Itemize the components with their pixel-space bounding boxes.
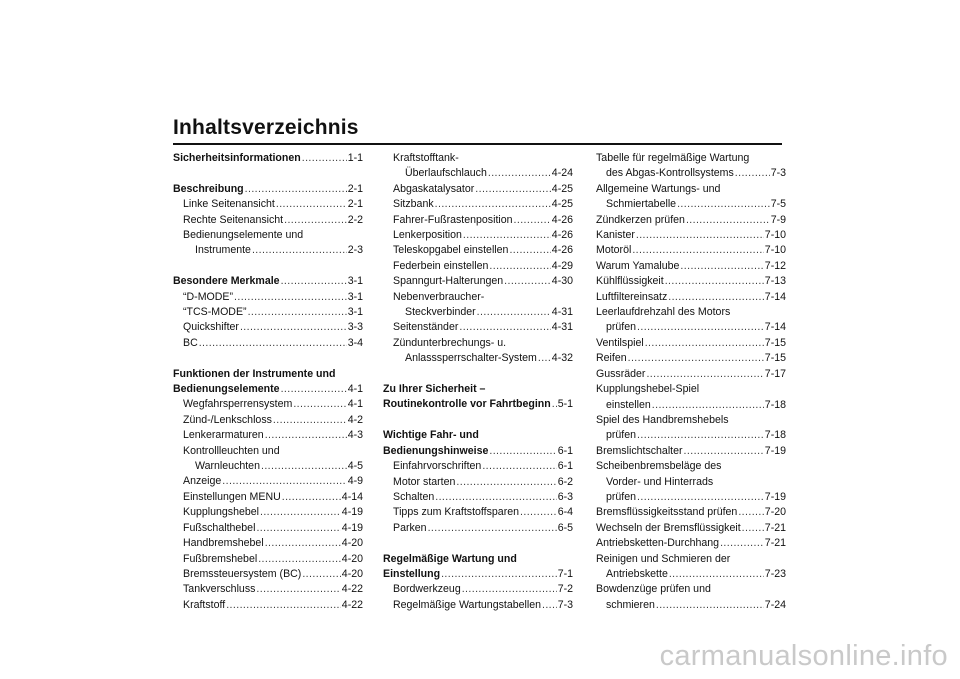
toc-entry-title: “TCS-MODE” <box>183 306 247 319</box>
toc-page-number: 4-1 <box>347 383 363 396</box>
toc-entry-title: Tipps zum Kraftstoffsparen <box>393 506 520 519</box>
toc-entry-title: Antriebskette <box>606 567 668 580</box>
dot-leader <box>637 320 764 335</box>
toc-entry-title: Wegfahrsperrensystem <box>183 398 293 411</box>
toc-entry-title: Instrumente <box>195 244 251 257</box>
toc-entry-label: Bedienungselemente und <box>183 229 304 242</box>
dot-leader <box>686 213 770 228</box>
dot-leader <box>265 536 341 551</box>
toc-section-entry[interactable] <box>173 274 363 289</box>
dot-leader <box>248 305 347 320</box>
toc-page-number: 3-1 <box>347 275 363 288</box>
dot-leader <box>282 490 341 505</box>
toc-entry-title: Anlasssperrschalter-System <box>405 352 537 365</box>
dot-leader <box>435 490 556 505</box>
toc-entry-title: Gussräder <box>596 367 646 380</box>
toc-spacer <box>383 413 573 428</box>
watermark: carmanualsonline.info <box>659 640 948 672</box>
toc-page-number: 7-21 <box>764 537 786 550</box>
dot-leader <box>284 213 347 228</box>
toc-page-number: 3-1 <box>347 306 363 319</box>
toc-entry-title: Kraftstoff <box>183 598 226 611</box>
toc-page-number: 4-24 <box>551 167 573 180</box>
toc-entry[interactable] <box>173 243 363 258</box>
toc-page-number: 2-2 <box>347 213 363 226</box>
toc-entry[interactable] <box>173 567 363 582</box>
dot-leader <box>628 351 764 366</box>
dot-leader <box>302 567 340 582</box>
toc-page-number: 5-1 <box>557 398 573 411</box>
toc-entry-title: Reifen <box>596 352 627 365</box>
toc-entry-label: Allgemeine Wartungs- und <box>596 182 721 195</box>
dot-leader <box>677 197 770 212</box>
toc-entry[interactable] <box>173 459 363 474</box>
toc-page-number: 7-2 <box>557 583 573 596</box>
toc-entry-title: Quickshifter <box>183 321 239 334</box>
toc-entry[interactable] <box>596 428 786 443</box>
dot-leader <box>463 228 551 243</box>
toc-entry[interactable] <box>383 182 573 197</box>
toc-entry[interactable] <box>383 228 573 243</box>
dot-leader <box>456 475 556 490</box>
dot-leader <box>552 397 557 412</box>
toc-entry-title: Regelmäßige Wartungstabellen <box>393 598 541 611</box>
toc-column-3 <box>596 151 786 613</box>
toc-page-number: 7-12 <box>764 259 786 272</box>
toc-page-number: 7-24 <box>764 598 786 611</box>
toc-entry-title: Kühlflüssigkeit <box>596 275 664 288</box>
toc-column-1 <box>173 151 363 613</box>
toc-page-number: 4-20 <box>341 537 363 550</box>
toc-entry-title: prüfen <box>606 490 637 503</box>
toc-entry-title: Ventilspiel <box>596 336 644 349</box>
toc-entry-label: Spiel des Handbremshebels <box>596 413 729 426</box>
toc-page-number: 7-13 <box>764 275 786 288</box>
toc-entry-title: Linke Seitenansicht <box>183 198 275 211</box>
toc-entry[interactable] <box>173 428 363 443</box>
toc-entry[interactable] <box>383 475 573 490</box>
toc-entry-title: Handbremshebel <box>183 537 264 550</box>
toc-entry-title: Wechseln der Bremsflüssigkeit <box>596 521 741 534</box>
toc-page-number: 7-15 <box>764 352 786 365</box>
toc-entry-title: Schalten <box>393 490 435 503</box>
toc-entry-title: BC <box>183 336 198 349</box>
toc-entry-title: Beschreibung <box>173 182 244 195</box>
dot-leader <box>742 521 764 536</box>
title-rule <box>173 143 782 145</box>
toc-entry-title: Federbein einstellen <box>393 259 489 272</box>
toc-page-number: 4-3 <box>347 429 363 442</box>
toc-page-number: 6-1 <box>557 444 573 457</box>
toc-page-number: 6-2 <box>557 475 573 488</box>
dot-leader <box>273 413 347 428</box>
dot-leader <box>542 598 557 613</box>
toc-entry-title: Warum Yamalube <box>596 259 680 272</box>
toc-entry-title: Kanister <box>596 229 635 242</box>
toc-entry[interactable] <box>596 398 786 413</box>
toc-page-number: 4-32 <box>551 352 573 365</box>
toc-page-number: 4-26 <box>551 244 573 257</box>
toc-page-number: 6-4 <box>557 506 573 519</box>
toc-entry[interactable] <box>173 320 363 335</box>
dot-leader <box>302 151 347 166</box>
dot-leader <box>240 320 347 335</box>
toc-entry[interactable] <box>383 166 573 181</box>
toc-entry-title: Besondere Merkmale <box>173 275 280 288</box>
toc-entry-title: einstellen <box>606 398 651 411</box>
toc-entry[interactable] <box>383 598 573 613</box>
toc-entry[interactable] <box>173 536 363 551</box>
toc-page-number: 4-1 <box>347 398 363 411</box>
dot-leader <box>680 259 763 274</box>
toc-page-number: 4-22 <box>341 583 363 596</box>
toc-entry-label: Bowdenzüge prüfen und <box>596 583 711 596</box>
dot-leader <box>684 444 764 459</box>
toc-entry-title: des Abgas-Kontrollsystems <box>606 167 734 180</box>
toc-page-number: 6-5 <box>557 521 573 534</box>
toc-section-heading: Wichtige Fahr- und <box>383 429 479 442</box>
toc-entry-title: Fußbremshebel <box>183 552 258 565</box>
toc-entry[interactable] <box>383 582 573 597</box>
toc-entry-title: Einstellungen MENU <box>183 490 281 503</box>
dot-leader <box>281 274 347 289</box>
toc-page-number: 7-3 <box>557 598 573 611</box>
toc-entry-title: Fahrer-Fußrastenposition <box>393 213 513 226</box>
dot-leader <box>738 505 763 520</box>
dot-leader <box>199 336 347 351</box>
toc-entry-title: Teleskopgabel einstellen <box>393 244 509 257</box>
toc-entry-title: Einstellung <box>383 567 441 580</box>
toc-entry[interactable] <box>596 228 786 243</box>
toc-entry[interactable] <box>173 197 363 212</box>
toc-entry-title: Antriebsketten-Durchhang <box>596 537 720 550</box>
toc-page-number: 4-25 <box>551 182 573 195</box>
toc-entry[interactable] <box>596 166 786 181</box>
toc-page-number: 7-21 <box>764 521 786 534</box>
page-title: Inhaltsverzeichnis <box>173 116 359 139</box>
toc-entry[interactable] <box>383 490 573 505</box>
toc-page-number: 4-22 <box>341 598 363 611</box>
toc-entry-label: Nebenverbraucher- <box>393 290 485 303</box>
toc-entry-title: “D-MODE” <box>183 290 234 303</box>
toc-entry[interactable] <box>596 536 786 551</box>
toc-entry[interactable] <box>173 598 363 613</box>
toc-entry-title: Sicherheitsinformationen <box>173 152 301 164</box>
toc-entry[interactable] <box>383 197 573 212</box>
dot-leader <box>636 228 764 243</box>
toc-entry-title: Fußschalthebel <box>183 521 256 534</box>
toc-entry[interactable] <box>383 521 573 536</box>
dot-leader <box>435 197 551 212</box>
toc-entry-title: prüfen <box>606 429 637 442</box>
toc-page-number: 2-1 <box>347 198 363 211</box>
dot-leader <box>293 397 346 412</box>
toc-entry[interactable] <box>596 243 786 258</box>
toc-entry-label: Vorder- und Hinterrads <box>606 475 714 488</box>
toc-page-number: 2-1 <box>347 182 363 195</box>
toc-page-number: 7-9 <box>770 213 786 226</box>
toc-page-number: 4-30 <box>551 275 573 288</box>
toc-entry[interactable] <box>596 274 786 289</box>
dot-leader <box>256 582 340 597</box>
toc-entry[interactable] <box>596 213 786 228</box>
dot-leader <box>482 459 556 474</box>
toc-page-number: 7-23 <box>764 567 786 580</box>
toc-section-entry[interactable] <box>173 182 363 197</box>
toc-page-number: 4-5 <box>347 460 363 473</box>
toc-section-entry[interactable] <box>173 382 363 397</box>
toc-page-number: 4-25 <box>551 198 573 211</box>
dot-leader <box>735 166 770 181</box>
dot-leader <box>504 274 551 289</box>
toc-section-entry[interactable] <box>383 397 573 412</box>
dot-leader <box>637 428 764 443</box>
dot-leader <box>256 521 340 536</box>
toc-entry-title: Tankverschluss <box>183 583 256 596</box>
toc-page-number: 4-2 <box>347 413 363 426</box>
toc-entry[interactable] <box>596 259 786 274</box>
toc-entry[interactable] <box>173 474 363 489</box>
toc-entry-label: Kraftstofftank- <box>393 152 459 164</box>
dot-leader <box>488 166 551 181</box>
toc-entry-title: Zündkerzen prüfen <box>596 213 685 226</box>
dot-leader <box>656 598 764 613</box>
toc-entry[interactable] <box>383 305 573 320</box>
toc-entry-title: Kupplungshebel <box>183 506 259 519</box>
dot-leader <box>428 521 557 536</box>
toc-page-number: 7-10 <box>764 244 786 257</box>
dot-leader <box>668 290 764 305</box>
toc-section-heading: Funktionen der Instrumente und <box>173 367 336 380</box>
toc-section-entry[interactable] <box>173 151 363 166</box>
dot-leader <box>234 290 347 305</box>
toc-entry-title: Bordwerkzeug <box>393 583 461 596</box>
toc-page-number: 7-3 <box>770 167 786 180</box>
toc-spacer <box>383 367 573 382</box>
dot-leader <box>226 598 341 613</box>
toc-section-heading: Zu Ihrer Sicherheit – <box>383 383 486 396</box>
toc-page-number: 7-15 <box>764 336 786 349</box>
toc-entry[interactable] <box>596 598 786 613</box>
toc-page-number: 4-26 <box>551 229 573 242</box>
dot-leader <box>652 398 764 413</box>
toc-entry-title: Steckverbinder <box>405 306 476 319</box>
toc-entry-title: schmieren <box>606 598 655 611</box>
dot-leader <box>637 490 764 505</box>
dot-leader <box>520 505 557 520</box>
dot-leader <box>281 382 347 397</box>
toc-page-number: 1-1 <box>347 152 363 164</box>
toc-entry-label: Tabelle für regelmäßige Wartung <box>596 152 750 164</box>
toc-entry[interactable] <box>173 290 363 305</box>
dot-leader <box>720 536 764 551</box>
toc-page-number: 7-1 <box>557 567 573 580</box>
toc-entry[interactable] <box>383 274 573 289</box>
toc-page-number: 3-1 <box>347 290 363 303</box>
toc-entry-title: Warnleuchten <box>195 460 260 473</box>
toc-page-number: 4-26 <box>551 213 573 226</box>
toc-entry-title: Einfahrvorschriften <box>393 460 482 473</box>
toc-entry[interactable] <box>173 505 363 520</box>
toc-entry-title: Seitenständer <box>393 321 459 334</box>
toc-spacer <box>173 166 363 181</box>
toc-page-number: 4-19 <box>341 506 363 519</box>
dot-leader <box>276 197 347 212</box>
toc-entry-title: Sitzbank <box>393 198 434 211</box>
toc-entry[interactable] <box>173 305 363 320</box>
dot-leader <box>489 259 550 274</box>
dot-leader <box>477 305 551 320</box>
dot-leader <box>665 274 764 289</box>
toc-entry-title: Bedienungshinweise <box>383 444 489 457</box>
toc-entry[interactable] <box>596 505 786 520</box>
toc-section-heading: Regelmäßige Wartung und <box>383 552 517 565</box>
toc-entry-title: Abgaskatalysator <box>393 182 475 195</box>
dot-leader <box>222 474 346 489</box>
toc-entry[interactable] <box>383 243 573 258</box>
dot-leader <box>509 243 550 258</box>
toc-entry-title: Zünd-/Lenkschloss <box>183 413 272 426</box>
toc-spacer <box>173 351 363 366</box>
toc-page-number: 7-19 <box>764 444 786 457</box>
toc-entry-title: Schmiertabelle <box>606 198 677 211</box>
toc-page-number: 4-31 <box>551 306 573 319</box>
toc-entry[interactable] <box>383 259 573 274</box>
dot-leader <box>538 351 551 366</box>
dot-leader <box>632 243 763 258</box>
dot-leader <box>462 582 557 597</box>
toc-page-number: 6-1 <box>557 460 573 473</box>
toc-page-number: 6-3 <box>557 490 573 503</box>
toc-entry-title: Luftfiltereinsatz <box>596 290 668 303</box>
toc-spacer <box>383 536 573 551</box>
toc-entry-title: Überlaufschlauch <box>405 167 487 180</box>
toc-entry-label: Reinigen und Schmieren der <box>596 552 731 565</box>
dot-leader <box>265 428 347 443</box>
toc-section-entry[interactable] <box>383 444 573 459</box>
toc-page-number: 3-4 <box>347 336 363 349</box>
toc-entry[interactable] <box>173 490 363 505</box>
dot-leader <box>646 367 763 382</box>
toc-entry[interactable] <box>173 397 363 412</box>
toc-page-number: 7-5 <box>770 198 786 211</box>
toc-page-number: 4-19 <box>341 521 363 534</box>
toc-section-entry[interactable] <box>383 567 573 582</box>
dot-leader <box>514 213 551 228</box>
toc-page-number: 7-10 <box>764 229 786 242</box>
toc-entry[interactable] <box>383 320 573 335</box>
toc-entry[interactable] <box>596 197 786 212</box>
toc-page-number: 7-17 <box>764 367 786 380</box>
toc-page-number: 4-9 <box>347 475 363 488</box>
toc-entry-title: Lenkerposition <box>393 229 462 242</box>
dot-leader <box>261 459 347 474</box>
dot-leader <box>475 182 551 197</box>
toc-entry-label: Scheibenbremsbeläge des <box>596 460 722 473</box>
toc-entry[interactable] <box>596 290 786 305</box>
toc-page-number: 2-3 <box>347 244 363 257</box>
toc-entry-label: Kontrollleuchten und <box>183 444 280 457</box>
toc-entry[interactable] <box>383 505 573 520</box>
toc-entry-title: prüfen <box>606 321 637 334</box>
dot-leader <box>441 567 557 582</box>
toc-page-number: 7-14 <box>764 290 786 303</box>
dot-leader <box>645 336 764 351</box>
toc-entry[interactable] <box>596 320 786 335</box>
toc-entry-title: Bremslichtschalter <box>596 444 683 457</box>
toc-spacer <box>173 259 363 274</box>
toc-column-2 <box>383 151 573 613</box>
dot-leader <box>252 243 347 258</box>
dot-leader <box>260 505 341 520</box>
toc-page-number: 4-29 <box>551 259 573 272</box>
toc-entry[interactable] <box>596 490 786 505</box>
toc-entry-title: Bedienungselemente <box>173 383 280 396</box>
dot-leader <box>669 567 764 582</box>
dot-leader <box>459 320 550 335</box>
toc-entry[interactable] <box>596 351 786 366</box>
toc-page-number: 3-3 <box>347 321 363 334</box>
toc-entry-title: Bremssteuersystem (BC) <box>183 567 302 580</box>
toc-page-number: 4-20 <box>341 567 363 580</box>
toc-page-number: 7-19 <box>764 490 786 503</box>
dot-leader <box>245 182 347 197</box>
toc-entry-label: Zündunterbrechungs- u. <box>393 336 507 349</box>
toc-entry[interactable] <box>173 552 363 567</box>
toc-entry[interactable] <box>383 213 573 228</box>
toc-page-number: 7-14 <box>764 321 786 334</box>
toc-entry[interactable] <box>383 459 573 474</box>
toc-entry-title: Anzeige <box>183 475 222 488</box>
toc-entry-label: Kupplungshebel-Spiel <box>596 383 700 396</box>
toc-entry[interactable] <box>596 567 786 582</box>
toc-entry-title: Lenkerarmaturen <box>183 429 264 442</box>
toc-entry-title: Spanngurt-Halterungen <box>393 275 504 288</box>
toc-page-number: 4-20 <box>341 552 363 565</box>
toc-entry-title: Motoröl <box>596 244 632 257</box>
toc-entry[interactable] <box>596 521 786 536</box>
toc-page-number: 4-14 <box>341 490 363 503</box>
toc-entry-title: Rechte Seitenansicht <box>183 213 284 226</box>
toc-entry[interactable] <box>173 521 363 536</box>
dot-leader <box>489 444 556 459</box>
toc-entry[interactable] <box>596 336 786 351</box>
toc-entry[interactable] <box>596 444 786 459</box>
toc-entry[interactable] <box>173 213 363 228</box>
toc-entry[interactable] <box>173 336 363 351</box>
toc-entry-title: Motor starten <box>393 475 456 488</box>
toc-entry-title: Bremsflüssigkeitsstand prüfen <box>596 506 738 519</box>
dot-leader <box>258 552 341 567</box>
toc-entry[interactable] <box>383 351 573 366</box>
toc-entry-label: Leerlaufdrehzahl des Motors <box>596 306 731 319</box>
toc-page-number: 7-20 <box>764 506 786 519</box>
toc-entry-title: Parken <box>393 521 427 534</box>
toc-page-number: 4-31 <box>551 321 573 334</box>
toc-entry[interactable] <box>596 367 786 382</box>
toc-page-number: 7-18 <box>764 429 786 442</box>
toc-page-number: 7-18 <box>764 398 786 411</box>
toc-entry[interactable] <box>173 413 363 428</box>
toc-entry[interactable] <box>173 582 363 597</box>
toc-entry-title: Routinekontrolle vor Fahrtbeginn <box>383 398 551 411</box>
